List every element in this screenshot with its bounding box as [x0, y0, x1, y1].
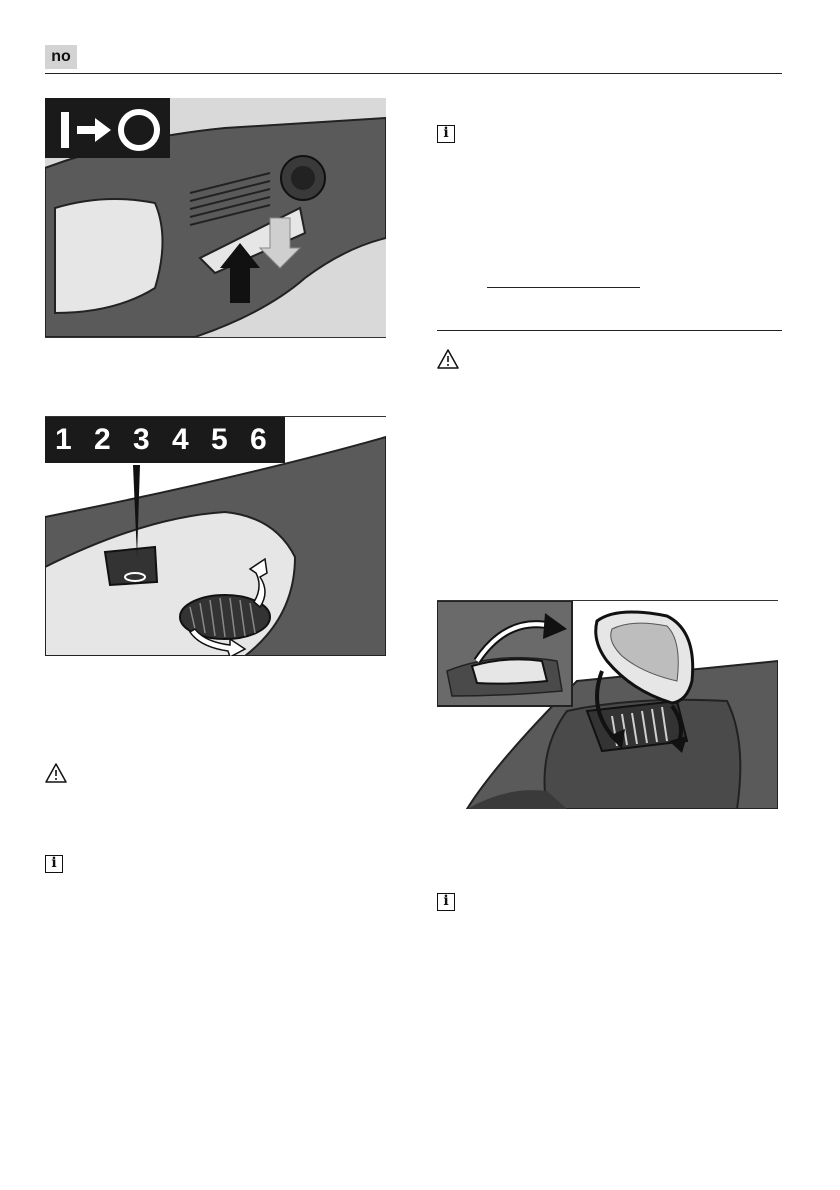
speed-digit-1: 1 [55, 423, 72, 456]
speed-digit-5: 5 [211, 423, 228, 456]
info-icon: i [45, 855, 63, 873]
speed-digit-3: 3 [133, 423, 150, 456]
header-divider [45, 73, 782, 74]
info-icon: i [437, 893, 455, 911]
speed-digit-row [45, 417, 285, 463]
figure-speed [45, 416, 386, 656]
figure-filter [437, 600, 778, 809]
info-icon: i [437, 125, 455, 143]
filter-illustration [437, 601, 778, 809]
underline-link [487, 287, 640, 288]
speed-digit-2: 2 [94, 423, 111, 456]
warning-triangle-icon [45, 763, 67, 783]
figure-switch [45, 98, 386, 338]
speed-digit-4: 4 [172, 423, 189, 456]
switch-illustration [45, 98, 386, 337]
section-divider [437, 330, 782, 331]
warning-triangle-icon [437, 349, 459, 369]
language-badge: no [45, 45, 77, 69]
speed-digit-6: 6 [250, 423, 267, 456]
